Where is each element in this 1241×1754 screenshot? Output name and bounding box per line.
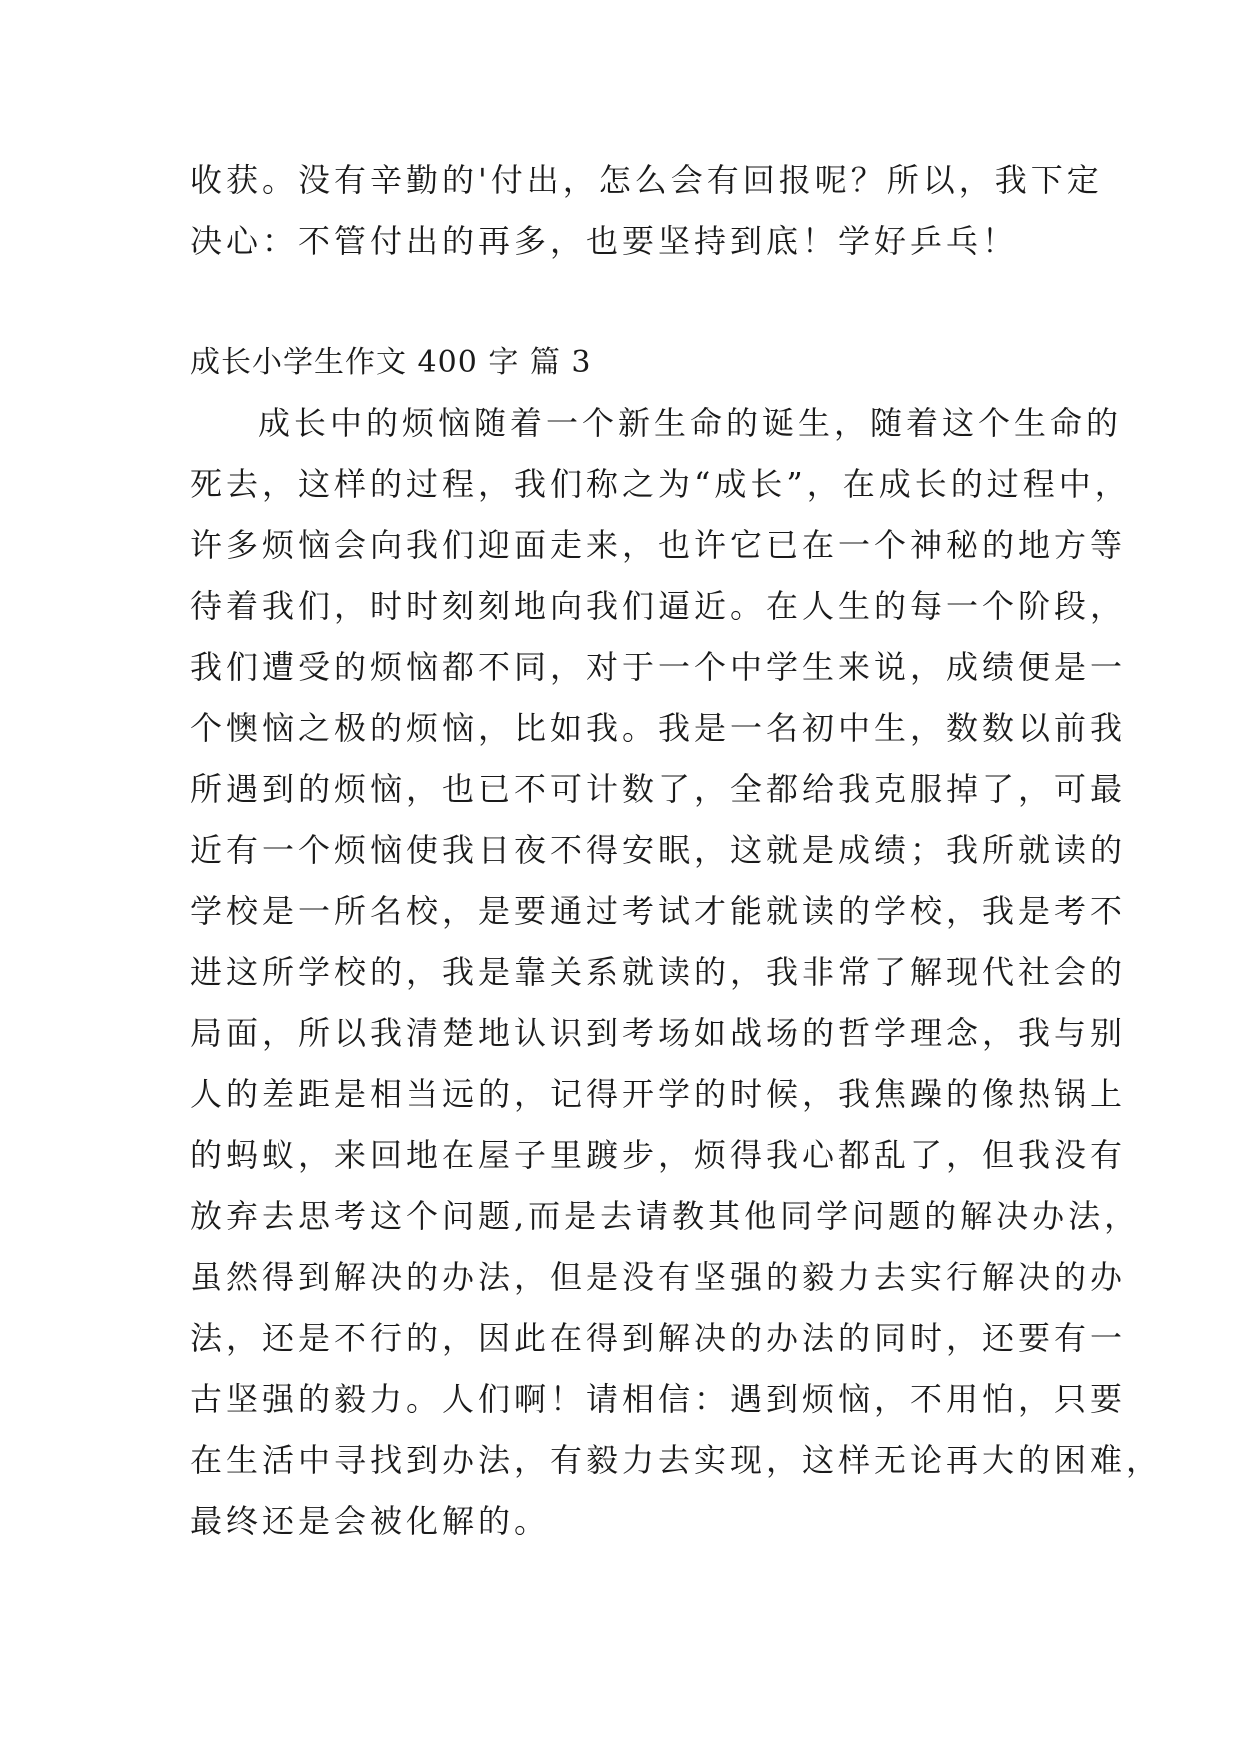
paragraph-line: 进这所学校的，我是靠关系就读的，我非常了解现代社会的 bbox=[190, 953, 1127, 991]
paragraph-line: 古坚强的毅力。人们啊！请相信：遇到烦恼，不用怕，只要 bbox=[190, 1380, 1127, 1418]
paragraph-line: 近有一个烦恼使我日夜不得安眠，这就是成绩；我所就读的 bbox=[190, 831, 1127, 869]
paragraph-line: 放弃去思考这个问题,而是去请教其他同学问题的解决办法， bbox=[190, 1197, 1141, 1235]
paragraph-line: 虽然得到解决的办法，但是没有坚强的毅力去实行解决的办 bbox=[190, 1258, 1127, 1296]
text-line: 决心：不管付出的再多，也要坚持到底！学好乒乓！ bbox=[190, 222, 1019, 260]
paragraph-line: 待着我们，时时刻刻地向我们逼近。在人生的每一个阶段， bbox=[190, 587, 1127, 625]
paragraph-line: 许多烦恼会向我们迎面走来，也许它已在一个神秘的地方等 bbox=[190, 526, 1127, 564]
paragraph-line: 最终还是会被化解的。 bbox=[190, 1502, 551, 1540]
paragraph-line: 法，还是不行的，因此在得到解决的办法的同时，还要有一 bbox=[190, 1319, 1127, 1357]
paragraph-line: 成长中的烦恼随着一个新生命的诞生，随着这个生命的 bbox=[258, 404, 1123, 442]
paragraph-line: 局面，所以我清楚地认识到考场如战场的哲学理念，我与别 bbox=[190, 1014, 1127, 1052]
paragraph-line: 我们遭受的烦恼都不同，对于一个中学生来说，成绩便是一 bbox=[190, 648, 1127, 686]
paragraph-line: 学校是一所名校，是要通过考试才能就读的学校，我是考不 bbox=[190, 892, 1127, 930]
paragraph-line: 个懊恼之极的烦恼，比如我。我是一名初中生，数数以前我 bbox=[190, 709, 1127, 747]
paragraph-line: 的蚂蚁，来回地在屋子里踱步，烦得我心都乱了，但我没有 bbox=[190, 1136, 1127, 1174]
section-heading: 成长小学生作文 400 字 篇 3 bbox=[190, 345, 592, 380]
previous-paragraph-end bbox=[190, 150, 1103, 272]
text-line: 收获。没有辛勤的'付出，怎么会有回报呢？所以，我下定 bbox=[190, 161, 1103, 199]
paragraph-line: 死去，这样的过程，我们称之为“成长”，在成长的过程中， bbox=[190, 465, 1131, 503]
paragraph-line: 所遇到的烦恼，也已不可计数了，全都给我克服掉了，可最 bbox=[190, 770, 1127, 808]
paragraph-line: 在生活中寻找到办法，有毅力去实现，这样无论再大的困难， bbox=[190, 1441, 1163, 1479]
essay-section bbox=[190, 332, 1163, 1552]
paragraph-line: 人的差距是相当远的，记得开学的时候，我焦躁的像热锅上 bbox=[190, 1075, 1127, 1113]
